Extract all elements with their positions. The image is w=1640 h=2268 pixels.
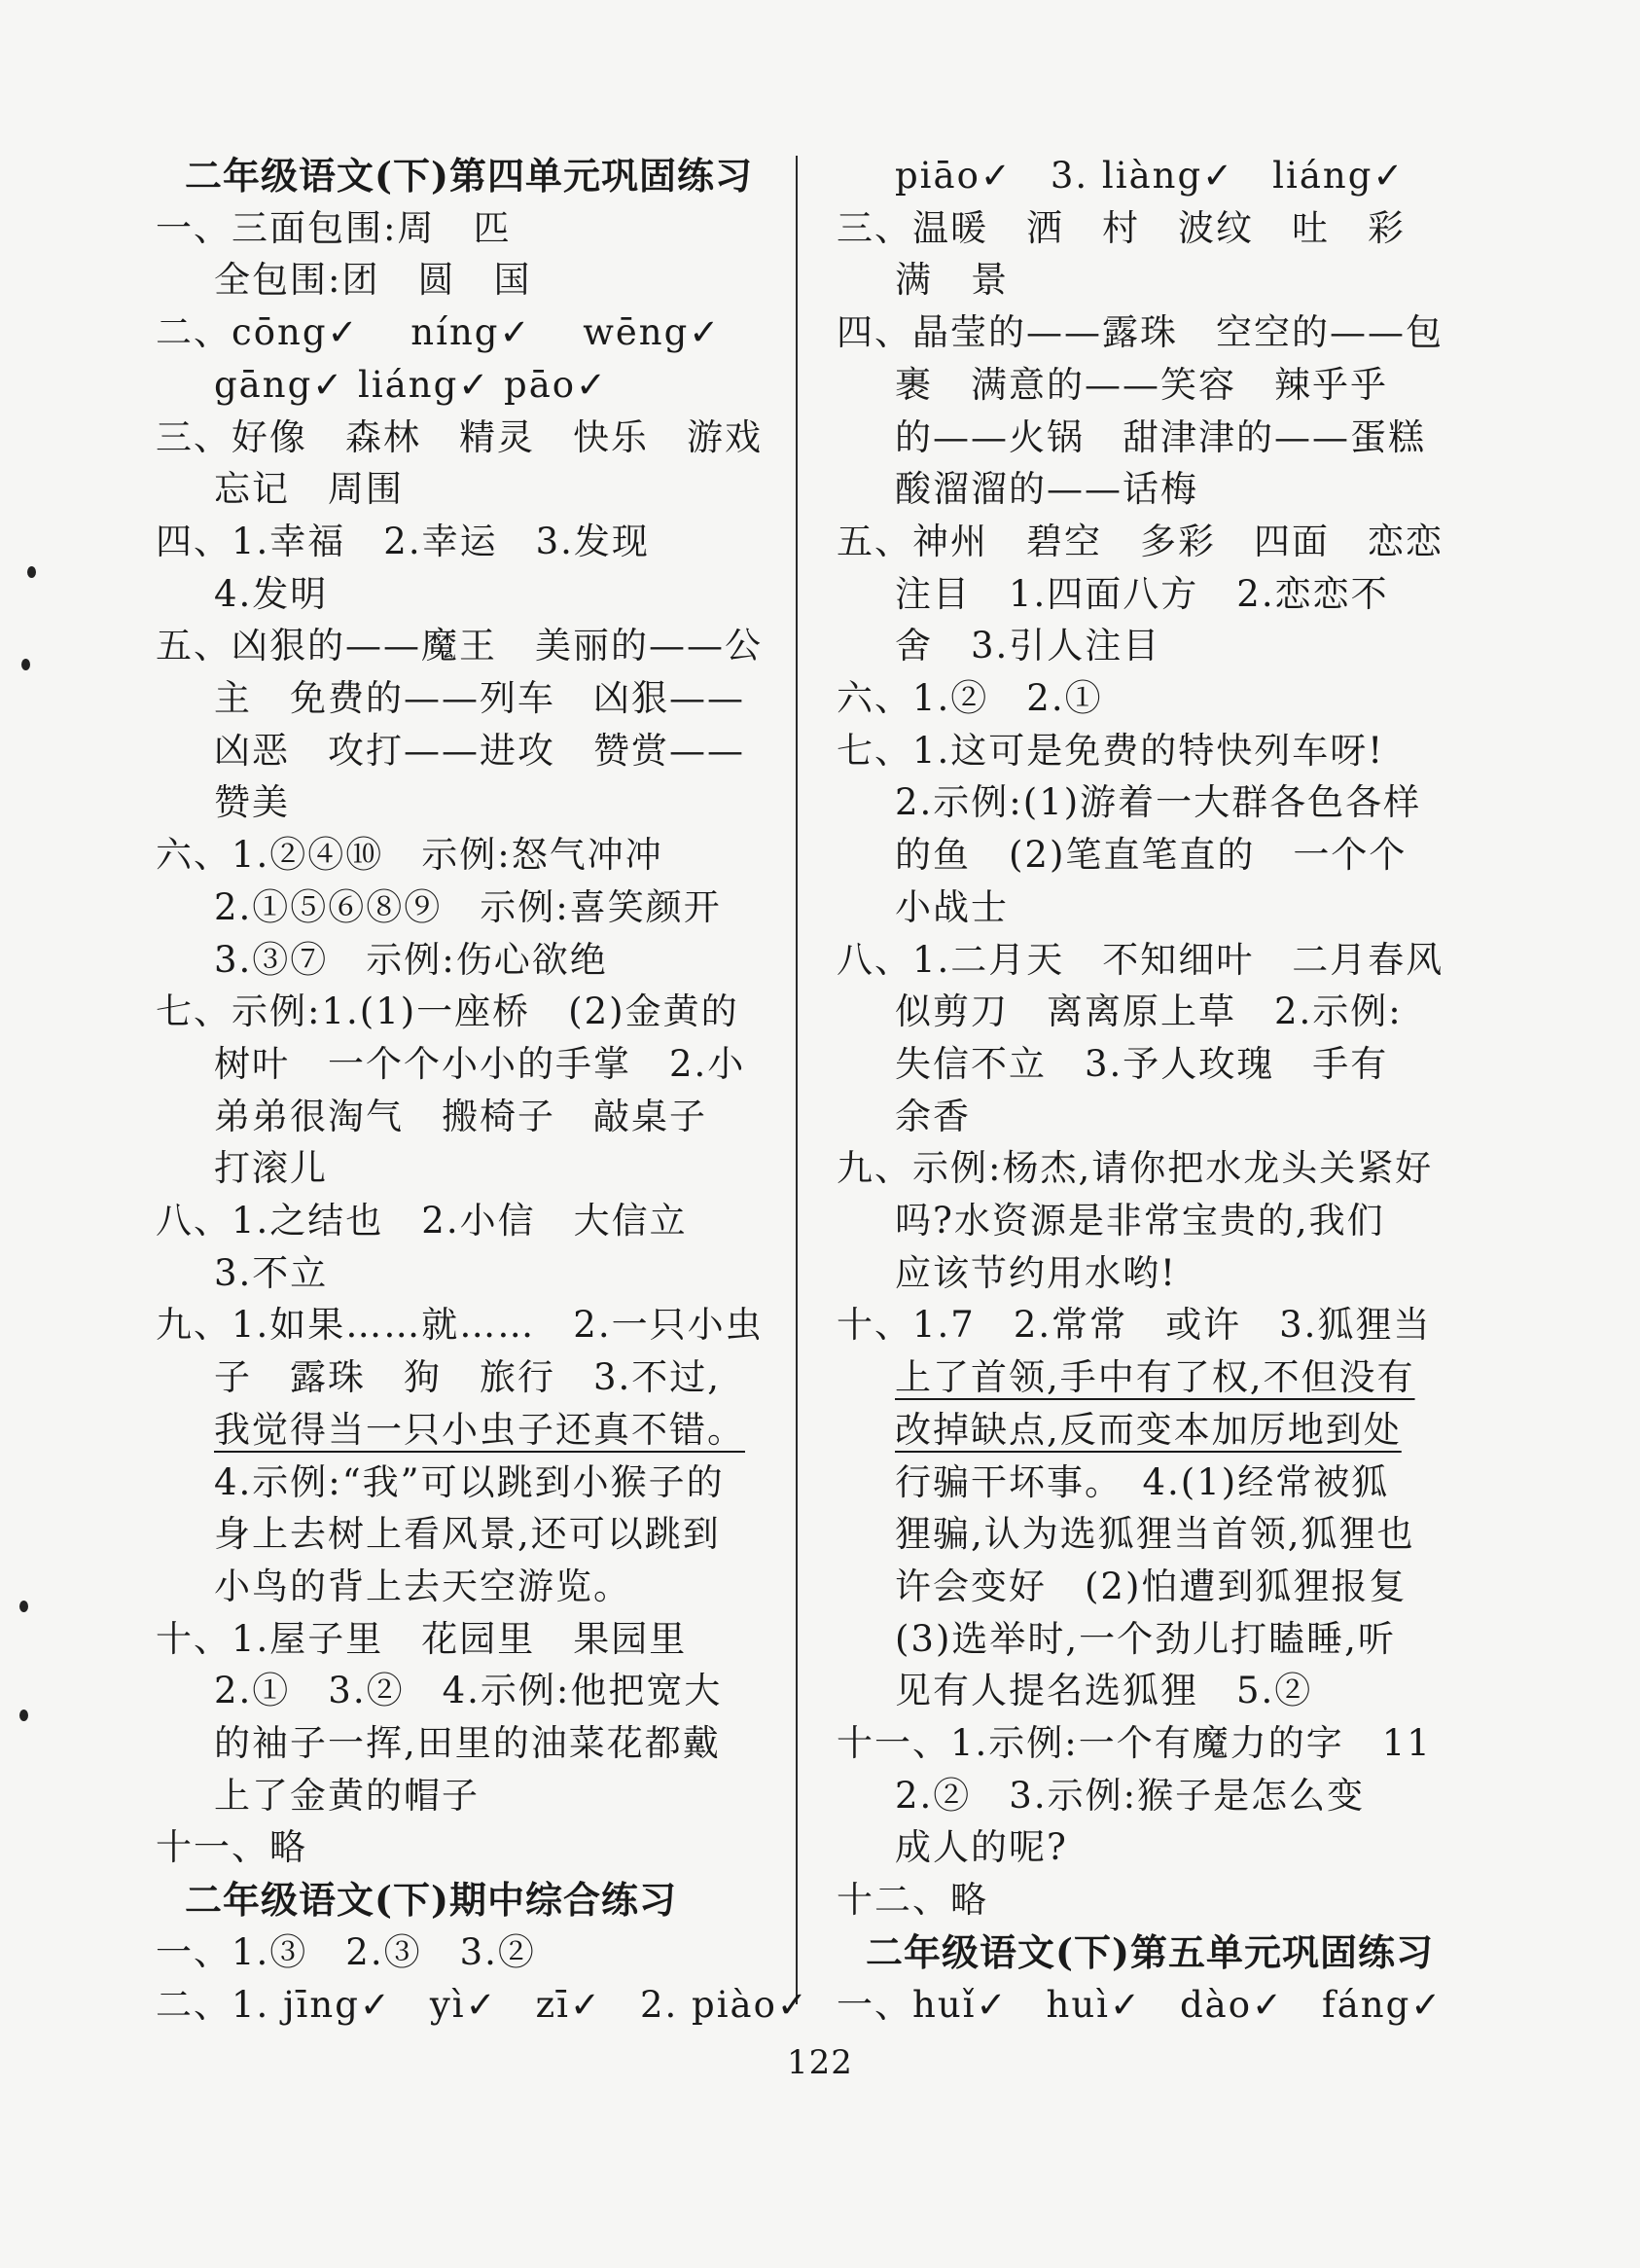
answer-line: 行骗干坏事。 4.(1)经常被狐 [895, 1460, 1390, 1503]
answer-line: 树叶 一个个小小的手掌 2.小 [214, 1042, 746, 1085]
answer-line: 的——火锅 甜津津的——蛋糕 [895, 415, 1426, 458]
answer-line: 失信不立 3.予人玫瑰 手有 [895, 1042, 1389, 1085]
margin-mark [19, 1710, 28, 1721]
answer-line: 2.示例:(1)游着一大群各色各样 [895, 781, 1422, 824]
answer-line: 3.不立 [214, 1251, 329, 1294]
answer-line: 4.发明 [214, 572, 329, 615]
answer-line: 十一、1.示例:一个有魔力的字 11 [837, 1722, 1432, 1764]
answer-line: 打滚儿 [214, 1147, 328, 1190]
answer-line: 注目 1.四面八方 2.恋恋不 [895, 572, 1389, 615]
answer-line: 三、好像 森林 精灵 快乐 游戏 [156, 415, 763, 458]
answer-line: 主 免费的——列车 凶狠—— [214, 677, 745, 719]
answer-line: 八、1.之结也 2.小信 大信立 [156, 1200, 688, 1242]
column-divider [796, 156, 798, 2004]
answer-line: 2.①⑤⑥⑧⑨ 示例:喜笑颜开 [214, 885, 722, 928]
answer-line: 狸骗,认为选狐狸当首领,狐狸也 [895, 1513, 1415, 1556]
answer-line: 五、凶狠的——魔王 美丽的——公 [156, 625, 763, 667]
section-heading: 二年级语文(下)第四单元巩固练习 [185, 154, 753, 198]
answer-line: 五、神州 碧空 多彩 四面 恋恋 [837, 520, 1444, 562]
answer-line: 裹 满意的——笑容 辣乎乎 [895, 363, 1388, 406]
answer-line: 七、示例:1.(1)一座桥 (2)金黄的 [156, 990, 739, 1033]
answer-line: 八、1.二月天 不知细叶 二月春风 [837, 938, 1444, 981]
answer-line: 一、三面包围:周 匹 [156, 206, 512, 249]
answer-line: 赞美 [214, 781, 290, 824]
answer-line: 十、1.屋子里 花园里 果园里 [156, 1617, 688, 1660]
answer-line: 弟弟很淘气 搬椅子 敲桌子 [214, 1095, 707, 1137]
answer-line: 小战士 [895, 885, 1009, 928]
answer-line: 小鸟的背上去天空游览。 [214, 1565, 631, 1607]
answer-line: 六、1.② 2.① [837, 677, 1103, 719]
answer-line: 舍 3.引人注目 [895, 625, 1161, 667]
answer-line: piāo✓ 3. liàng✓ liáng✓ [895, 155, 1406, 197]
answer-line: 2.② 3.示例:猴子是怎么变 [895, 1774, 1366, 1817]
answer-line: 十二、略 [837, 1879, 988, 1922]
answer-line: 一、1.③ 2.③ 3.② [156, 1930, 536, 1973]
answer-line: 酸溜溜的——话梅 [895, 468, 1198, 511]
answer-line: (3)选举时,一个劲儿打瞌睡,听 [895, 1617, 1396, 1660]
answer-line: 三、温暖 洒 村 波纹 吐 彩 [837, 206, 1406, 249]
answer-line: 见有人提名选狐狸 5.② [895, 1670, 1313, 1712]
answer-line: 六、1.②④⑩ 示例:怒气冲冲 [156, 834, 663, 877]
answer-line: 二、cōng✓ níng✓ wēng✓ [156, 311, 722, 354]
answer-line: 四、1.幸福 2.幸运 3.发现 [156, 520, 650, 562]
answer-line: 2.① 3.② 4.示例:他把宽大 [214, 1670, 723, 1712]
answer-line: 的袖子一挥,田里的油菜花都戴 [214, 1722, 721, 1764]
answer-line: 十、1.7 2.常常 或许 3.狐狸当 [837, 1304, 1432, 1347]
answer-line: 忘记 周围 [214, 468, 404, 511]
answer-line: 改掉缺点,反而变本加厉地到处 [895, 1408, 1402, 1451]
answer-line: 身上去树上看风景,还可以跳到 [214, 1513, 721, 1556]
answer-line: 九、示例:杨杰,请你把水龙头关紧好 [837, 1147, 1434, 1190]
answer-line: 上了金黄的帽子 [214, 1774, 480, 1817]
margin-mark [27, 566, 36, 578]
answer-line: 一、huǐ✓ huì✓ dào✓ fáng✓ [837, 1983, 1444, 2026]
section-heading: 二年级语文(下)期中综合练习 [185, 1878, 677, 1923]
answer-line: 七、1.这可是免费的特快列车呀! [837, 729, 1385, 772]
answer-line: 似剪刀 离离原上草 2.示例: [895, 990, 1403, 1033]
answer-line: 余香 [895, 1095, 971, 1137]
margin-mark [19, 1601, 28, 1612]
answer-line: 许会变好 (2)怕遭到狐狸报复 [895, 1565, 1408, 1607]
answer-line: 十一、略 [156, 1826, 307, 1869]
answer-line: 九、1.如果……就…… 2.一只小虫 [156, 1304, 764, 1347]
page-number: 122 [787, 2043, 853, 2082]
section-heading: 二年级语文(下)第五单元巩固练习 [866, 1929, 1434, 1974]
answer-line: 吗?水资源是非常宝贵的,我们 [895, 1200, 1385, 1242]
answer-line: 四、晶莹的——露珠 空空的——包 [837, 311, 1444, 354]
margin-mark [21, 659, 30, 670]
answer-line: 4.示例:“我”可以跳到小猴子的 [214, 1460, 725, 1503]
answer-line: gāng✓ liáng✓ pāo✓ [214, 363, 609, 406]
answer-line: 二、1. jīng✓ yì✓ zī✓ 2. piào✓ [156, 1983, 809, 2026]
answer-line: 应该节约用水哟! [895, 1251, 1177, 1294]
answer-line: 上了首领,手中有了权,不但没有 [895, 1356, 1415, 1399]
answer-line: 满 景 [895, 259, 1009, 302]
answer-line: 的鱼 (2)笔直笔直的 一个个 [895, 834, 1408, 877]
answer-line: 全包围:团 圆 国 [214, 259, 532, 302]
answer-line: 我觉得当一只小虫子还真不错。 [214, 1408, 745, 1451]
answer-line: 成人的呢? [895, 1826, 1068, 1869]
answer-line: 子 露珠 狗 旅行 3.不过, [214, 1356, 722, 1399]
answer-line: 凶恶 攻打——进攻 赞赏—— [214, 729, 745, 772]
answer-line: 3.③⑦ 示例:伤心欲绝 [214, 938, 608, 981]
